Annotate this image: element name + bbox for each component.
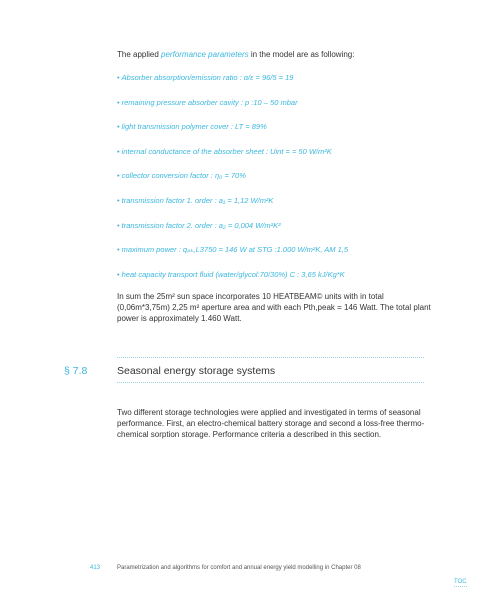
performance-parameters-link[interactable]: performance parameters [161,50,249,59]
intro-before: The applied [117,50,162,59]
parameter-text: remaining pressure absorber cavity : p :10 – 50 mbar [121,97,298,107]
list-item [117,221,348,246]
bullet-icon: • [117,171,120,181]
parameter-text: Absorber absorption/emission ratio : α/ε = 96/5 = 19 [121,73,294,82]
parameter-text: transmission factor 1. order : a₁ = 1,12 W/m²K [121,195,274,205]
bullet-icon: • [117,97,120,107]
bullet-icon: • [117,146,120,156]
bullet-icon: • [117,245,120,255]
section-divider-bottom [117,382,424,383]
bullet-icon: • [117,73,120,82]
parameter-text: internal conductance of the absorber sheet : Uint = = 50 W/m²K [121,146,332,156]
list-item [117,196,348,221]
running-footer: Parametrization and algorithms for comfort and annual energy yield modelling in Chapter 08 [117,565,361,571]
list-item [117,245,348,270]
parameter-text: light transmission polymer cover : LT = 89% [121,122,267,132]
parameter-list [117,73,348,294]
section-divider-top [117,357,424,358]
toc-link[interactable]: TOC [454,579,467,585]
bullet-icon: • [117,220,120,230]
parameter-text: collector conversion factor : η₀ = 70% [121,171,246,181]
parameter-text: transmission factor 2. order : a₂ = 0,004 W/m²K² [121,220,281,230]
page-number: 413 [90,565,101,571]
parameter-text: heat capacity transport fluid (water/glycol:70/30%) C : 3,65 kJ/Kg*K [121,269,345,279]
section-number: § 7.8 [64,365,88,377]
list-item [117,171,348,196]
bullet-icon: • [117,195,120,205]
list-item [117,122,348,147]
list-item [117,73,348,98]
bullet-icon: • [117,269,120,279]
body-paragraph: In sum the 25m² sun space incorporates 10 HEATBEAM© units with in total (0,06m*3,75m) 2,25 m² aperture area and with each Pth,peak = 146 Watt. The total plant power is approximately 1.460 Watt. [117,292,431,323]
intro-after: in the model are as following: [248,50,355,59]
body-paragraph: Two different storage technologies were applied and investigated in terms of seasonal performance. First, an electro-chemical battery storage and second a loss-free thermo-chemical sorption storage. Performance criteria a described in this section. [117,408,425,439]
section-heading: Seasonal energy storage systems [117,365,276,377]
bullet-icon: • [117,122,120,132]
parameter-text: maximum power : qₚₖ,L3750 = 146 W at STG :1.000 W/m²K, AM 1,5 [121,245,349,255]
intro-sentence [117,50,354,59]
list-item [117,147,348,172]
list-item [117,98,348,123]
